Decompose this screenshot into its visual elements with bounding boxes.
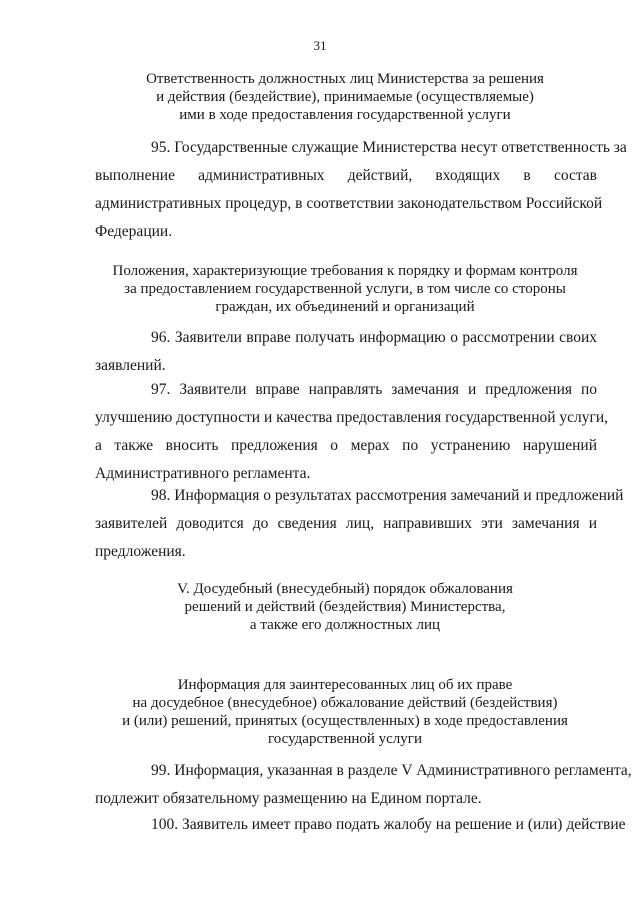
paragraph-line: подлежит обязательному размещению на Едином портале.	[95, 790, 482, 807]
paragraph-line: предложения.	[95, 543, 186, 560]
heading-line: и действия (бездействие), принимаемые (осуществляемые)	[156, 89, 534, 105]
heading-line: Ответственность должностных лиц Министерства за решения	[146, 71, 544, 87]
paragraph-97	[95, 376, 609, 488]
paragraph-96	[95, 324, 597, 380]
heading-line: за предоставлением государственной услуги, в том числе со стороны	[124, 281, 566, 297]
paragraph-line: а также вносить предложения о мерах по устранению нарушений	[95, 437, 597, 454]
section-heading-control	[90, 262, 600, 316]
paragraph-line: 100. Заявитель имеет право подать жалобу на решение и (или) действие	[151, 816, 626, 833]
heading-line: Положения, характеризующие требования к порядку и формам контроля	[112, 263, 578, 279]
paragraph-line: 99. Информация, указанная в разделе V Административного регламента,	[151, 762, 632, 779]
paragraph-line: 95. Государственные служащие Министерства несут ответственность за	[151, 139, 627, 156]
heading-line: государственной услуги	[268, 731, 422, 747]
heading-line: и (или) решений, принятых (осуществленных) в ходе предоставления	[122, 713, 568, 729]
paragraph-line: улучшению доступности и качества предоставления государственной услуги,	[95, 409, 609, 426]
heading-line: а также его должностных лиц	[249, 617, 441, 633]
heading-line: V. Досудебный (внесудебный) порядок обжалования	[177, 581, 513, 597]
paragraph-line: выполнение административных действий, входящих в состав	[95, 167, 597, 184]
paragraph-line: 98. Информация о результатах рассмотрения замечаний и предложений	[151, 487, 624, 504]
paragraph-100	[95, 811, 626, 839]
paragraph-line: 97. Заявители вправе направлять замечания и предложения по	[151, 381, 597, 398]
paragraph-99	[95, 757, 632, 813]
paragraph-line: Административного регламента.	[95, 465, 311, 482]
paragraph-line: 96. Заявители вправе получать информацию о рассмотрении своих	[151, 329, 597, 346]
paragraph-95	[95, 134, 627, 246]
paragraph-line: заявлений.	[95, 357, 166, 374]
heading-line: граждан, их объединений и организаций	[215, 299, 475, 315]
paragraph-line: заявителей доводится до сведения лиц, направивших эти замечания и	[95, 515, 597, 532]
heading-line: решений и действий (бездействия) Министерства,	[184, 599, 506, 615]
paragraph-line: административных процедур, в соответствии законодательством Российской	[95, 195, 603, 212]
heading-line: на досудебное (внесудебное) обжалование действий (бездействия)	[132, 695, 558, 711]
heading-line: ими в ходе предоставления государственной услуги	[179, 107, 511, 123]
section-heading-appeal	[90, 580, 600, 634]
paragraph-line: Федерации.	[95, 223, 173, 240]
page-number: 31	[313, 38, 327, 53]
heading-line: Информация для заинтересованных лиц об их праве	[177, 677, 513, 693]
paragraph-98	[95, 482, 624, 566]
section-heading-responsibility	[90, 70, 600, 124]
section-heading-appeal-info	[90, 676, 600, 748]
